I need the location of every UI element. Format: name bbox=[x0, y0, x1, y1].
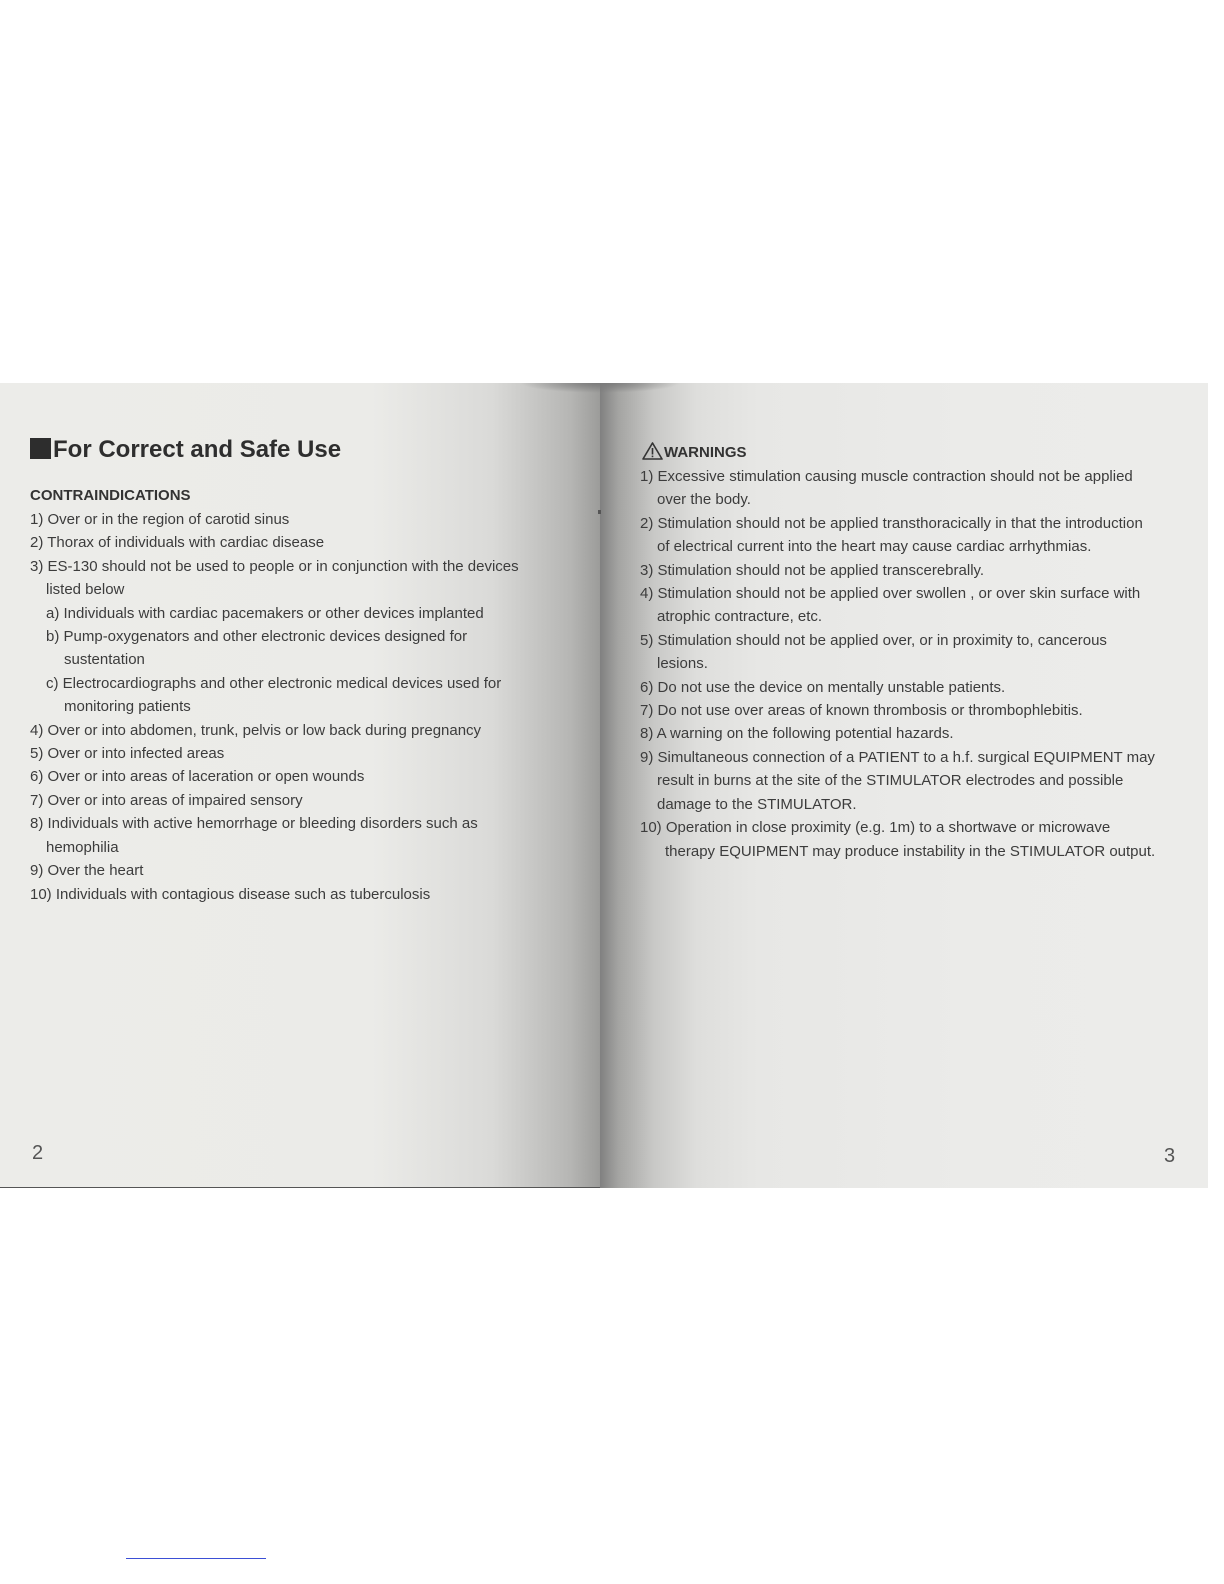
binding-shadow bbox=[520, 383, 680, 393]
item-text: 7) Over or into areas of impaired sensory bbox=[30, 791, 303, 809]
warnings-list bbox=[640, 465, 1200, 863]
list-item bbox=[30, 672, 570, 719]
item-text: 8) Individuals with active hemorrhage or bleeding disorders such as bbox=[30, 815, 478, 833]
item-text: 7) Do not use over areas of known thrombosis or thrombophlebitis. bbox=[640, 702, 1083, 720]
list-item bbox=[30, 883, 570, 906]
item-text: 2) Stimulation should not be applied transthoracically in that the introduction bbox=[640, 514, 1143, 532]
list-item bbox=[640, 559, 1200, 582]
list-item bbox=[30, 742, 570, 765]
item-text: b) Pump-oxygenators and other electronic devices designed for bbox=[46, 628, 468, 646]
list-item bbox=[30, 812, 570, 859]
item-text: 5) Stimulation should not be applied over, or in proximity to, cancerous bbox=[640, 631, 1107, 649]
list-item bbox=[30, 719, 570, 742]
footer-rule bbox=[126, 1558, 266, 1559]
warnings-heading bbox=[642, 442, 747, 464]
list-item bbox=[30, 765, 570, 788]
item-text: 9) Over the heart bbox=[30, 862, 144, 880]
item-text-continued: sustentation bbox=[64, 651, 145, 669]
page-title-text: For Correct and Safe Use bbox=[53, 436, 342, 463]
list-item bbox=[30, 508, 570, 531]
item-text: 1) Over or in the region of carotid sinus bbox=[30, 511, 290, 528]
list-item bbox=[640, 629, 1200, 676]
list-item bbox=[30, 859, 570, 882]
list-item bbox=[640, 722, 1200, 745]
item-text: 3) Stimulation should not be applied transcerebrally. bbox=[640, 561, 985, 579]
black-square-icon bbox=[30, 438, 51, 459]
item-text-continued: atrophic contracture, etc. bbox=[657, 608, 823, 626]
item-text: 1) Excessive stimulation causing muscle contraction should not be applied bbox=[640, 468, 1133, 485]
list-item bbox=[30, 625, 570, 672]
item-text-continued: therapy EQUIPMENT may produce instability in the STIMULATOR output. bbox=[665, 842, 1156, 860]
item-text: 6) Do not use the device on mentally unstable patients. bbox=[640, 678, 1006, 696]
item-text: c) Electrocardiographs and other electronic medical devices used for bbox=[46, 674, 502, 692]
list-item bbox=[640, 699, 1200, 722]
item-text: 10) Operation in close proximity (e.g. 1m) to a shortwave or microwave bbox=[640, 819, 1111, 837]
item-text-continued: of electrical current into the heart may cause cardiac arrhythmias. bbox=[657, 538, 1092, 556]
list-item bbox=[30, 531, 570, 554]
item-text-continued: listed below bbox=[46, 581, 125, 599]
list-item bbox=[640, 512, 1200, 559]
item-text: 8) A warning on the following potential hazards. bbox=[640, 725, 954, 743]
contraindications-heading: CONTRAINDICATIONS bbox=[30, 487, 191, 504]
page-title bbox=[30, 436, 341, 464]
contraindications-list bbox=[30, 508, 570, 906]
page-number-right: 3 bbox=[1164, 1145, 1176, 1167]
item-text-continued: result in burns at the site of the STIMULATOR electrodes and possible bbox=[657, 772, 1124, 790]
page-edge bbox=[0, 1187, 600, 1188]
item-text: 5) Over or into infected areas bbox=[30, 745, 225, 763]
list-item bbox=[640, 582, 1200, 629]
item-text-continued: damage to the STIMULATOR. bbox=[657, 795, 857, 813]
item-text-continued: monitoring patients bbox=[64, 698, 191, 716]
item-text-continued: lesions. bbox=[657, 655, 708, 673]
warnings-heading-text: WARNINGS bbox=[664, 444, 747, 461]
item-text: a) Individuals with cardiac pacemakers or other devices implanted bbox=[46, 604, 484, 622]
page-number-left: 2 bbox=[32, 1142, 44, 1164]
list-item bbox=[30, 789, 570, 812]
warning-triangle-icon bbox=[642, 442, 663, 464]
item-text: 4) Stimulation should not be applied over swollen , or over skin surface with bbox=[640, 585, 1141, 603]
list-item bbox=[640, 746, 1200, 816]
item-text: 6) Over or into areas of laceration or open wounds bbox=[30, 768, 365, 786]
item-text: 4) Over or into abdomen, trunk, pelvis or low back during pregnancy bbox=[30, 721, 482, 739]
item-text: 3) ES-130 should not be used to people or in conjunction with the devices bbox=[30, 557, 519, 575]
item-text: 10) Individuals with contagious disease such as tuberculosis bbox=[30, 885, 431, 903]
list-item bbox=[640, 816, 1200, 863]
item-text: 2) Thorax of individuals with cardiac disease bbox=[30, 534, 325, 552]
item-text: 9) Simultaneous connection of a PATIENT to a h.f. surgical EQUIPMENT may bbox=[640, 748, 1155, 766]
list-item bbox=[30, 602, 570, 625]
item-text-continued: hemophilia bbox=[46, 838, 119, 856]
item-text-continued: over the body. bbox=[657, 491, 751, 509]
binding-mark bbox=[598, 510, 601, 514]
list-item bbox=[640, 676, 1200, 699]
list-item bbox=[30, 555, 570, 602]
list-item bbox=[640, 465, 1200, 512]
